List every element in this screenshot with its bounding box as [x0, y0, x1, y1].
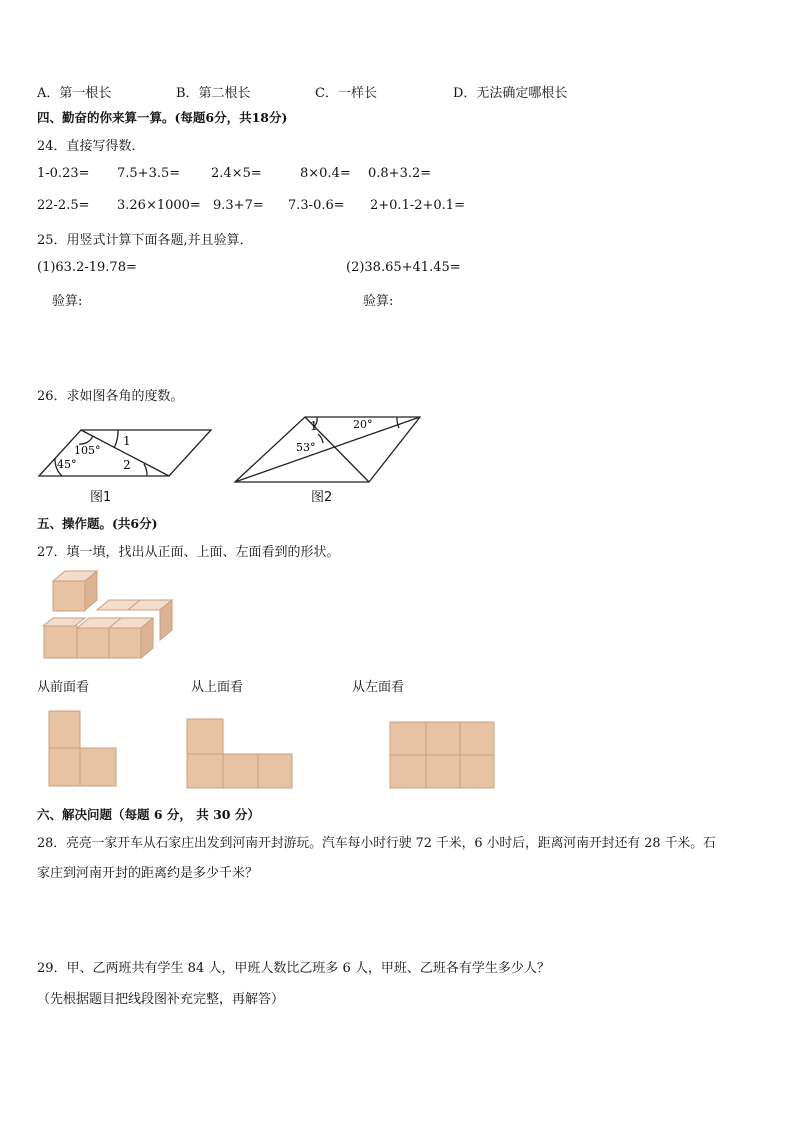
q24-r2-c3: 9.3+7= [213, 198, 264, 213]
front-view-shape [48, 710, 118, 788]
option-b: B．第二根长 [176, 86, 251, 101]
section5-title: 五、操作题。(共6分) [37, 516, 158, 531]
q24-title: 24．直接写得数． [37, 139, 145, 154]
q24-r2-c1: 22-2.5= [37, 198, 90, 213]
fig1-angle-45: 45° [57, 458, 77, 471]
q28-line1: 28．亮亮一家开车从石家庄出发到河南开封游玩。汽车每小时行驶 72 千米，6 小时后，距离河南开封还有 28 千米。石 [37, 836, 716, 851]
fig2-label-1: 1 [310, 419, 318, 433]
fig2-angle-20: 20° [353, 418, 373, 431]
view-label-left: 从左面看 [352, 680, 405, 695]
check-label-1: 验算: [52, 294, 83, 309]
q25-item2: (2)38.65+41.45= [346, 260, 461, 275]
q29-line1: 29．甲、乙两班共有学生 84 人，甲班人数比乙班多 6 人，甲班、乙班各有学生多少人？ [37, 961, 550, 976]
left-view-shape [389, 721, 496, 790]
q24-r2-c4: 7.3-0.6= [288, 198, 345, 213]
option-a: A．第一根长 [37, 86, 112, 101]
cube-stack-3d [40, 568, 175, 662]
fig1-label-2: 2 [123, 458, 131, 472]
q25-item1: (1)63.2-19.78= [37, 260, 137, 275]
q24-r1-c3: 2.4×5= [211, 166, 262, 181]
section4-title: 四、勤奋的你来算一算。(每题6分，共18分) [37, 110, 288, 125]
fig1-caption: 图1 [90, 490, 112, 505]
option-d: D．无法确定哪根长 [453, 86, 568, 101]
q24-r2-c2: 3.26×1000= [117, 198, 201, 213]
q29-line2: （先根据题目把线段图补充完整，再解答） [37, 992, 285, 1007]
q24-r1-c2: 7.5+3.5= [117, 166, 181, 181]
option-c: C．一样长 [315, 86, 377, 101]
fig2-caption: 图2 [311, 490, 333, 505]
q27-title: 27．填一填，找出从正面、上面、左面看到的形状。 [37, 545, 340, 560]
parallelogram-figure-2 [232, 414, 424, 486]
q28-line2: 家庄到河南开封的距离约是多少千米？ [37, 866, 259, 881]
q24-r1-c1: 1-0.23= [37, 166, 90, 181]
view-label-front: 从前面看 [37, 680, 90, 695]
parallelogram-figure-1 [36, 426, 216, 482]
q25-title: 25．用竖式计算下面各题,并且验算． [37, 233, 253, 248]
top-view-shape [186, 718, 294, 790]
fig2-angle-53: 53° [296, 441, 316, 454]
q24-r2-c5: 2+0.1-2+0.1= [370, 198, 465, 213]
q24-r1-c4: 8×0.4= [300, 166, 351, 181]
section6-title: 六、解决问题（每题 6 分， 共 30 分） [37, 807, 260, 822]
fig1-angle-105: 105° [74, 444, 101, 457]
view-label-top: 从上面看 [191, 680, 244, 695]
fig1-label-1: 1 [123, 434, 131, 448]
q24-r1-c5: 0.8+3.2= [368, 166, 432, 181]
q26-title: 26．求如图各角的度数。 [37, 389, 184, 404]
check-label-2: 验算: [363, 294, 394, 309]
